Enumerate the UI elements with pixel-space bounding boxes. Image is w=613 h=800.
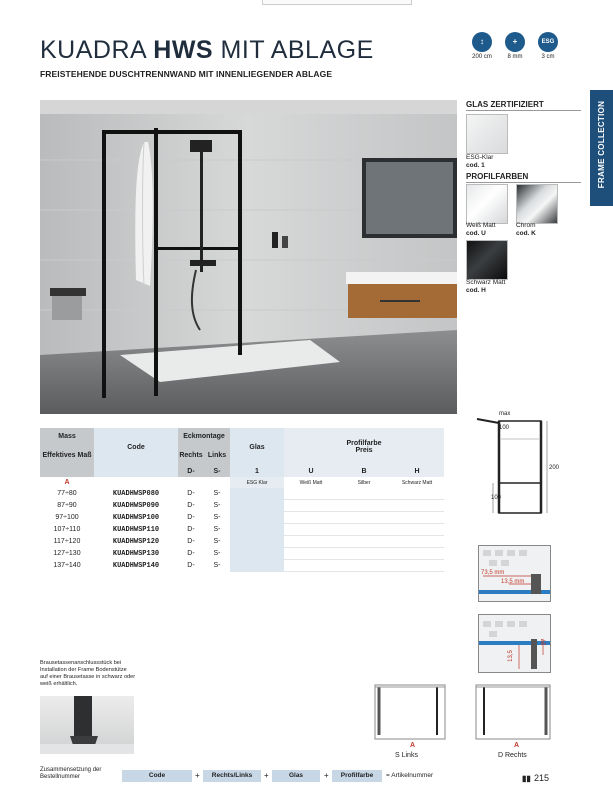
cell-l: S- <box>213 550 221 557</box>
empty-cell <box>284 488 338 500</box>
col-mass: Mass <box>40 428 94 444</box>
spacer-cell <box>94 466 178 477</box>
plus-sign: + <box>264 771 269 780</box>
profile-swatch-white[interactable] <box>466 184 508 224</box>
height-icon: ↕ 200 cm <box>469 32 495 60</box>
cell-mass: 97÷100 <box>55 514 79 521</box>
order-pill-profile: Profilfarbe <box>332 770 382 782</box>
plan-left-letter: A <box>410 742 416 749</box>
glass-swatch-esg[interactable] <box>466 114 508 154</box>
cell-r: D- <box>187 490 195 498</box>
page-title: KUADRA HWS MIT ABLAGE <box>40 36 374 64</box>
dim-height: 200 <box>549 465 560 471</box>
table-row <box>40 500 444 512</box>
table-row <box>40 536 444 548</box>
page-number: 215 <box>534 773 550 783</box>
empty-cell <box>230 488 284 500</box>
glass-thickness-icon: + 8 mm <box>502 32 528 60</box>
table-row <box>40 512 444 524</box>
plus-sign: + <box>324 771 329 780</box>
divider <box>466 110 581 111</box>
empty-cell <box>390 548 444 560</box>
mass-letter: A <box>64 479 70 486</box>
glass-swatch-label: ESG-Klar cod. 1 <box>466 154 494 169</box>
dimension-drawing <box>469 409 562 523</box>
dim-shelf-height: 100 <box>491 495 502 501</box>
plan-right <box>472 681 556 741</box>
order-result: = Artikelnummer <box>386 772 434 779</box>
dim-27: 27 <box>541 638 548 646</box>
col-glas: Glas <box>230 428 284 466</box>
table-row <box>40 560 444 572</box>
cell-r: D- <box>187 514 195 521</box>
profile-swatch-label-white: Weiß Matt cod. U <box>466 222 496 237</box>
empty-cell <box>390 500 444 512</box>
cell-r: D- <box>187 562 195 569</box>
rechts-prefix: D- <box>178 466 204 477</box>
empty-cell <box>230 512 284 524</box>
cell-mass: 127÷130 <box>53 550 81 557</box>
empty-cell <box>338 500 390 512</box>
col-eckmontage: Eckmontage <box>178 428 230 444</box>
plan-left-label: S Links <box>395 752 418 759</box>
empty-cell <box>390 560 444 572</box>
spacer-cell <box>40 466 94 477</box>
cell-mass: 107÷110 <box>53 526 81 533</box>
top-tab <box>262 0 412 5</box>
esg-icon: ESG 3 cm <box>535 32 561 60</box>
plan-left <box>371 681 451 741</box>
installation-note: Brausetassenanschlussstück bei Installation der Frame Bodenstütze auf einer Brausetasse in schwarz oder weiß erhältlich. <box>40 660 136 687</box>
empty-cell <box>284 512 338 524</box>
col-rechts: Rechts <box>178 444 204 466</box>
cell-code: KUADHWSP140 <box>112 561 160 570</box>
empty-cell <box>390 524 444 536</box>
empty-cell <box>338 488 390 500</box>
empty-cell <box>338 548 390 560</box>
detail-drawing-2 <box>478 614 551 673</box>
col-code: Code <box>94 428 178 466</box>
col-profilfarbe: Profilfarbe Preis <box>284 428 444 466</box>
cell-code: KUADHWSP130 <box>112 549 160 558</box>
spec-table <box>40 428 444 572</box>
cell-l: S- <box>213 490 221 498</box>
cell-mass: 77÷80 <box>57 490 77 498</box>
dim-13-5-vert: 13,5 <box>507 650 514 662</box>
cell-l: S- <box>213 562 221 569</box>
order-pill-side: Rechts/Links <box>203 770 261 782</box>
empty-cell <box>338 560 390 572</box>
order-pill-glass: Glas <box>272 770 320 782</box>
plan-right-letter: A <box>514 742 520 749</box>
empty-cell <box>338 512 390 524</box>
plus-sign: + <box>195 771 200 780</box>
profiles-heading: PROFILFARBEN <box>466 172 529 181</box>
empty-cell <box>338 536 390 548</box>
empty-cell <box>338 524 390 536</box>
cell-code: KUADHWSP100 <box>112 513 160 522</box>
empty-cell <box>284 500 338 512</box>
empty-cell <box>230 500 284 512</box>
plan-right-label: D Rechts <box>498 752 527 759</box>
dim-max: max <box>499 411 511 417</box>
page-subtitle: FREISTEHENDE DUSCHTRENNWAND MIT INNENLIEGENDER ABLAGE <box>40 69 333 79</box>
profile-code-u: U <box>284 466 338 477</box>
table-row <box>40 488 444 500</box>
profile-code-h: H <box>390 466 444 477</box>
table-row <box>40 548 444 560</box>
cell-l: S- <box>213 502 221 509</box>
profile-name-h: Schwarz Matt <box>401 479 433 486</box>
cell-mass: 87÷90 <box>57 502 77 509</box>
col-effektiv: Effektives Maß <box>40 444 94 466</box>
cell-code: KUADHWSP080 <box>112 489 160 498</box>
empty-cell <box>390 512 444 524</box>
empty-cell <box>230 560 284 572</box>
empty-cell <box>230 524 284 536</box>
empty-cell <box>390 536 444 548</box>
empty-cell <box>284 536 338 548</box>
table-row <box>40 524 444 536</box>
cell-l: S- <box>213 514 221 521</box>
cell-code: KUADHWSP110 <box>112 525 160 534</box>
empty-cell <box>390 488 444 500</box>
glas-code: 1 <box>230 466 284 477</box>
empty-cell <box>230 548 284 560</box>
order-label: Zusammensetzung der Bestellnummer <box>40 767 102 780</box>
dim-13-5: 13,5 mm <box>501 579 525 585</box>
frame-collection-tab[interactable]: FRAME COLLECTION <box>590 90 613 206</box>
cell-l: S- <box>213 538 221 545</box>
col-links: Links <box>204 444 230 466</box>
cell-mass: 137÷140 <box>53 562 81 569</box>
empty-cell <box>230 536 284 548</box>
cell-r: D- <box>187 550 195 557</box>
empty-cell <box>284 524 338 536</box>
bracket-photo <box>40 696 134 754</box>
links-prefix: S- <box>204 466 230 477</box>
order-pill-code: Code <box>122 770 192 782</box>
glas-name: ESG Klar <box>230 477 284 488</box>
dim-73-5: 73,5 mm <box>481 570 505 576</box>
glass-heading: GLAS ZERTIFIZIERT <box>466 100 544 109</box>
empty-cell <box>284 560 338 572</box>
profile-code-b: B <box>338 466 390 477</box>
profile-swatch-label-black: Schwarz Matt cod. H <box>466 279 506 294</box>
empty-cell <box>284 548 338 560</box>
order-code-composition <box>40 767 434 784</box>
detail-drawing-1 <box>478 545 551 602</box>
profile-name-b: Silber <box>357 479 371 486</box>
cell-r: D- <box>187 526 195 533</box>
profile-swatch-label-chrome: Chrom cod. K <box>516 222 536 237</box>
profile-swatch-black[interactable] <box>466 240 508 280</box>
cell-r: D- <box>187 538 195 545</box>
product-photo <box>40 100 457 414</box>
profile-swatch-chrome[interactable] <box>516 184 558 224</box>
feature-icons <box>469 32 561 64</box>
cell-r: D- <box>187 502 195 509</box>
brand-mark-icon: ▮▮ <box>522 774 531 783</box>
dim-width: 100 <box>499 425 510 431</box>
profile-name-u: Weiß Matt <box>299 479 323 486</box>
divider <box>466 182 581 183</box>
cell-mass: 117÷120 <box>53 538 81 545</box>
cell-code: KUADHWSP090 <box>112 501 160 510</box>
cell-l: S- <box>213 526 221 533</box>
cell-code: KUADHWSP120 <box>112 537 160 546</box>
